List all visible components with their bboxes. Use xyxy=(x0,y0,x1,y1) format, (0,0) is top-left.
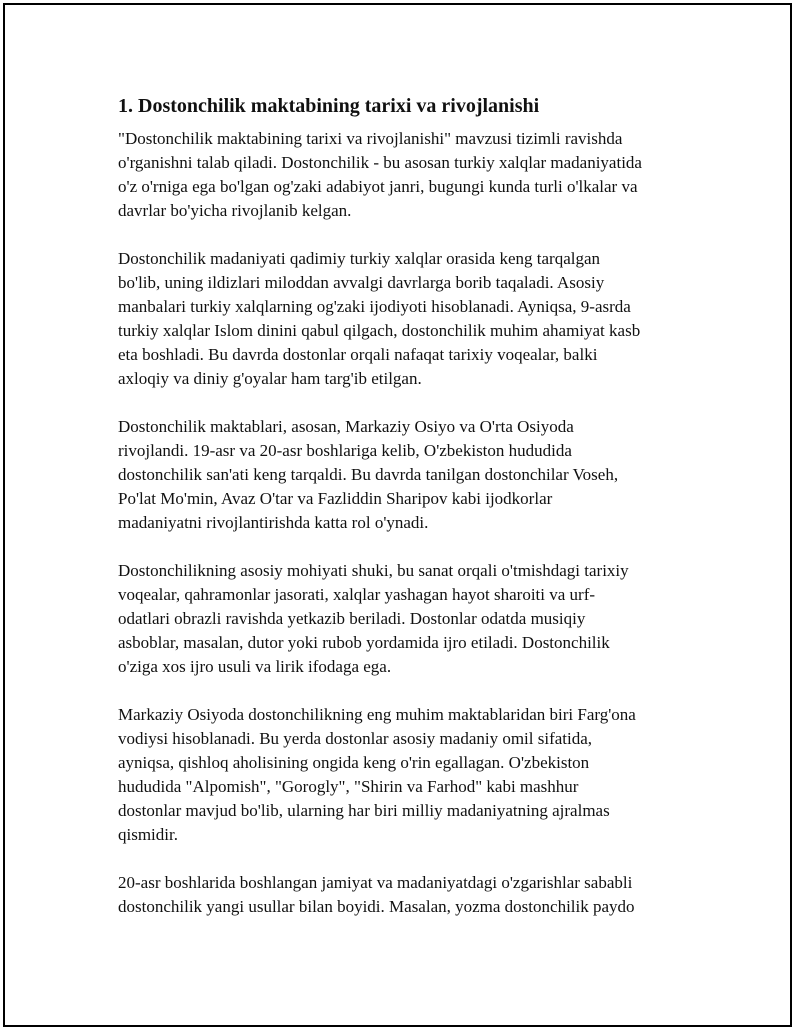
paragraph-list xyxy=(118,127,693,919)
paragraph-line: turkiy xalqlar Islom dinini qabul qilgach, dostonchilik muhim ahamiyat kasb xyxy=(118,321,641,340)
paragraph xyxy=(118,415,693,535)
paragraph xyxy=(118,703,693,847)
paragraph-line: "Dostonchilik maktabining tarixi va rivojlanishi" mavzusi tizimli ravishda xyxy=(118,129,623,148)
paragraph xyxy=(118,247,693,391)
paragraph-line: ayniqsa, qishloq aholisining ongida keng o'rin egallagan. O'zbekiston xyxy=(118,753,590,772)
paragraph-line: dostonchilik yangi usullar bilan boyidi. Masalan, yozma dostonchilik paydo xyxy=(118,897,635,916)
paragraph-line: Dostonchilikning asosiy mohiyati shuki, bu sanat orqali o'tmishdagi tarixiy xyxy=(118,561,629,580)
paragraph-line: dostonchilik san'ati keng tarqaldi. Bu davrda tanilgan dostonchilar Voseh, xyxy=(118,465,619,484)
paragraph-line: rivojlandi. 19-asr va 20-asr boshlariga kelib, O'zbekiston hududida xyxy=(118,441,572,460)
paragraph-line: odatlari obrazli ravishda yetkazib beriladi. Dostonlar odatda musiqiy xyxy=(118,609,586,628)
paragraph-line: o'rganishni talab qiladi. Dostonchilik - bu asosan turkiy xalqlar madaniyatida xyxy=(118,153,642,172)
paragraph-line: davrlar bo'yicha rivojlanib kelgan. xyxy=(118,201,352,220)
page-title: 1. Dostonchilik maktabining tarixi va rivojlanishi xyxy=(118,95,540,117)
paragraph-line: madaniyatni rivojlantirishda katta rol o'ynadi. xyxy=(118,513,429,532)
paragraph-line: vodiysi hisoblanadi. Bu yerda dostonlar asosiy madaniy omil sifatida, xyxy=(118,729,593,748)
paragraph-line: bo'lib, uning ildizlari miloddan avvalgi davrlarga borib taqaladi. Asosiy xyxy=(118,273,605,292)
paragraph-line: 20-asr boshlarida boshlangan jamiyat va madaniyatdagi o'zgarishlar sababli xyxy=(118,873,633,892)
paragraph-line: o'z o'rniga ega bo'lgan og'zaki adabiyot janri, bugungi kunda turli o'lkalar va xyxy=(118,177,638,196)
paragraph-line: eta boshladi. Bu davrda dostonlar orqali nafaqat tarixiy voqealar, balki xyxy=(118,345,598,364)
paragraph xyxy=(118,871,693,919)
paragraph-line: o'ziga xos ijro usuli va lirik ifodaga ega. xyxy=(118,657,392,676)
paragraph-line: qismidir. xyxy=(118,825,178,844)
paragraph-line: Dostonchilik maktablari, asosan, Markaziy Osiyo va O'rta Osiyoda xyxy=(118,417,574,436)
paragraph-line: dostonlar mavjud bo'lib, ularning har biri milliy madaniyatning ajralmas xyxy=(118,801,610,820)
paragraph xyxy=(118,127,693,223)
paragraph-line: Po'lat Mo'min, Avaz O'tar va Fazliddin Sharipov kabi ijodkorlar xyxy=(118,489,553,508)
paragraph-line: Markaziy Osiyoda dostonchilikning eng muhim maktablaridan biri Farg'ona xyxy=(118,705,636,724)
document-body xyxy=(118,93,693,943)
paragraph xyxy=(118,559,693,679)
paragraph-line: Dostonchilik madaniyati qadimiy turkiy xalqlar orasida keng tarqalgan xyxy=(118,249,601,268)
paragraph-line: asboblar, masalan, dutor yoki rubob yordamida ijro etiladi. Dostonchilik xyxy=(118,633,610,652)
paragraph-line: hududida "Alpomish", "Gorogly", "Shirin va Farhod" kabi mashhur xyxy=(118,777,579,796)
paragraph-line: manbalari turkiy xalqlarning og'zaki ijodiyoti hisoblanadi. Ayniqsa, 9-asrda xyxy=(118,297,631,316)
paragraph-line: axloqiy va diniy g'oyalar ham targ'ib etilgan. xyxy=(118,369,422,388)
paragraph-line: voqealar, qahramonlar jasorati, xalqlar yashagan hayot sharoiti va urf- xyxy=(118,585,596,604)
